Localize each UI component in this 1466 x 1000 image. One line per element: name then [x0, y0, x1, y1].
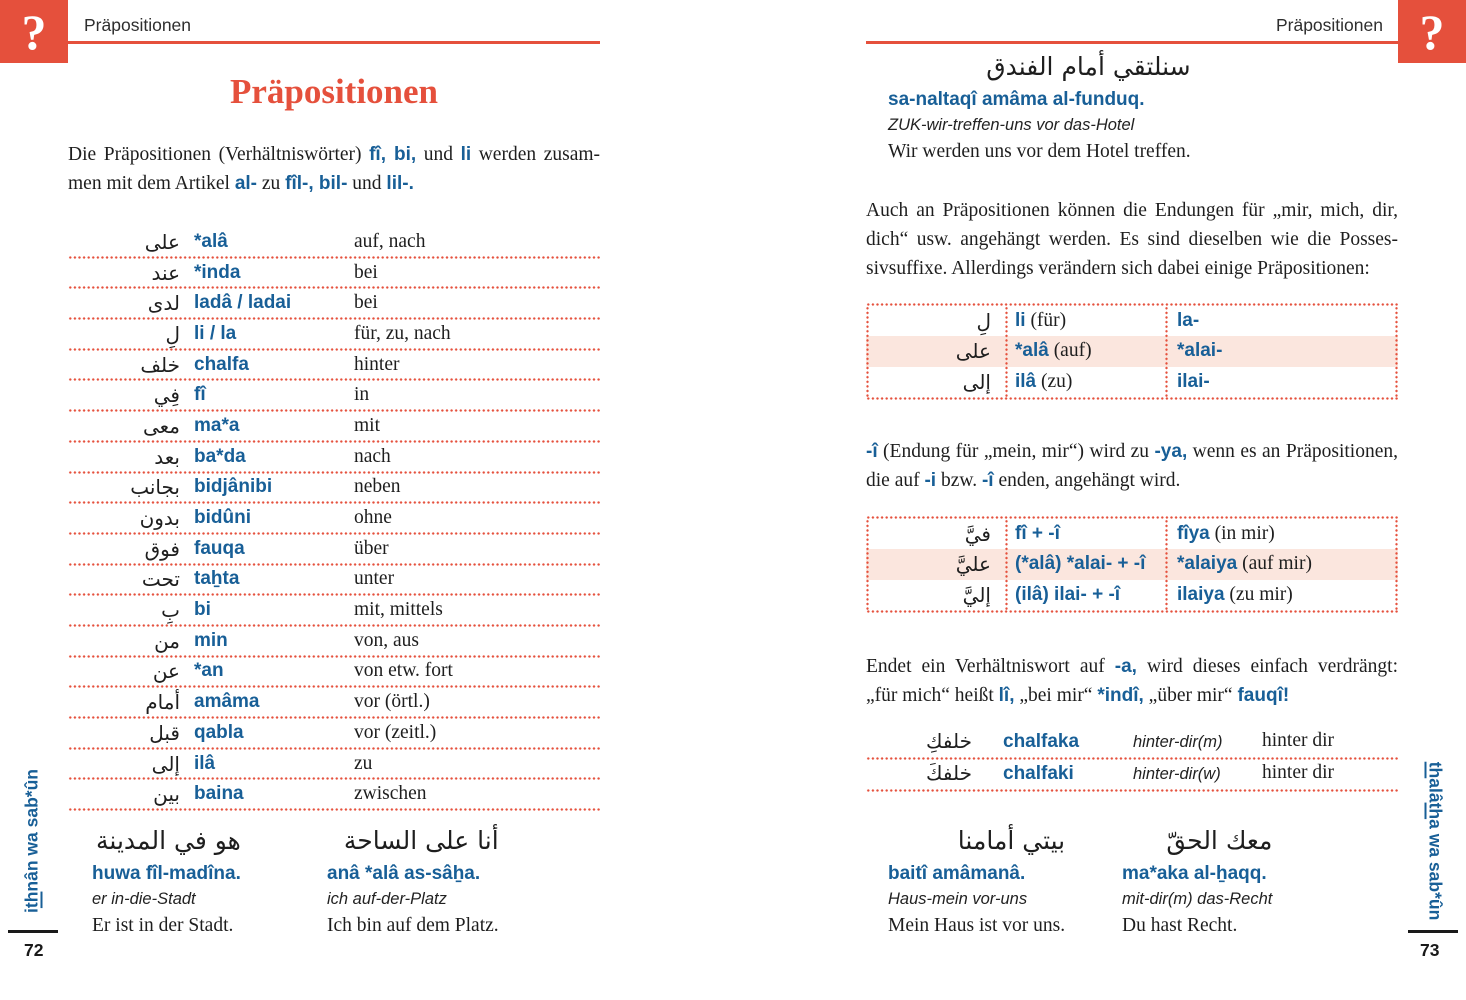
example-block	[327, 824, 499, 937]
transliteration: ladâ / ladai	[194, 292, 292, 314]
suffix-form	[1177, 553, 1312, 575]
suffix-form	[1177, 371, 1210, 393]
column-divider	[1005, 519, 1008, 610]
table-row	[866, 760, 1398, 789]
text-segment: -î	[981, 470, 994, 491]
german-meaning: hinter dir	[1262, 730, 1335, 751]
german-meaning: hinter dir	[1262, 761, 1335, 783]
german-meaning: hinter	[354, 353, 400, 375]
transliteration: *an	[194, 660, 224, 682]
german-meaning: für, zu, nach	[354, 322, 451, 344]
arabic-word: إلى	[962, 369, 991, 394]
transliteration: min	[194, 629, 228, 651]
table-row-highlighted	[866, 336, 1398, 366]
table-row	[68, 750, 600, 778]
transliteration: chalfa	[194, 353, 249, 375]
side-label-left	[14, 748, 48, 933]
text-segment: th	[1425, 761, 1445, 778]
arabic-sentence: هو في المدينة	[96, 826, 241, 855]
table-border-right	[1395, 306, 1398, 397]
paragraph-line	[866, 196, 1398, 225]
transliteration: anâ *alâ as-sâẖa.	[327, 863, 481, 884]
german-meaning: vor (örtl.)	[354, 691, 430, 713]
arabic-word: فيَّ	[964, 522, 991, 547]
table-row	[68, 259, 600, 287]
paragraph-line	[866, 225, 1398, 254]
running-head-left: Präpositionen	[84, 15, 192, 35]
suffix-form	[1177, 523, 1275, 545]
table-row	[68, 320, 600, 348]
arabic-word: معى	[142, 413, 180, 438]
table-row	[68, 719, 600, 747]
table-row	[68, 566, 600, 594]
folio-rule	[8, 930, 58, 933]
text-segment: alâ	[1425, 777, 1445, 803]
paragraph-line	[866, 681, 1398, 710]
table-border-right	[1395, 519, 1398, 610]
dotted-divider	[68, 808, 600, 811]
text-segment: wenn es an Präpositionen,	[1187, 441, 1398, 462]
paragraph-line	[866, 466, 1398, 495]
text-segment: al-	[234, 173, 257, 194]
transliteration: qabla	[194, 721, 244, 743]
example-block	[92, 824, 241, 937]
arabic-word: لِ	[976, 309, 991, 334]
arabic-word: عند	[151, 260, 180, 285]
intro-paragraph	[68, 140, 600, 198]
text-segment: (in mir)	[1209, 523, 1275, 545]
text-segment: (auf mir)	[1237, 553, 1312, 575]
text-segment: (zu mir)	[1224, 583, 1293, 605]
table-row	[68, 627, 600, 655]
table-border-left	[866, 519, 869, 610]
suffix-table	[866, 516, 1398, 613]
text-segment: „über mir“	[1143, 685, 1238, 706]
arabic-word: على	[955, 339, 991, 364]
text-segment: -î	[866, 441, 878, 462]
table-row	[68, 412, 600, 440]
arabic-word: عليَّ	[955, 552, 991, 577]
text-segment: i	[21, 907, 41, 913]
text-segment: li	[1015, 310, 1026, 332]
arabic-word: بِ	[161, 598, 180, 623]
transliteration: ba*da	[194, 445, 246, 467]
transliteration: baitî amâmanâ.	[888, 863, 1026, 884]
text-segment: (Endung für „mein, mir“) wird zu	[877, 441, 1155, 462]
arabic-word: أمام	[145, 690, 180, 715]
text-segment: ilai-	[1177, 370, 1210, 392]
text-segment: dich“ usw. angehängt werden. Es sind dieselben wie die Posses-	[866, 229, 1398, 250]
base-form	[1015, 523, 1060, 545]
arabic-word: إليَّ	[962, 582, 991, 607]
page-number: 72	[24, 940, 44, 960]
text-segment: men mit dem Artikel	[68, 173, 235, 194]
german-meaning: bei	[354, 292, 378, 314]
text-segment: die auf	[866, 470, 925, 491]
text-segment: th	[1425, 802, 1445, 819]
table-border-left	[866, 306, 869, 397]
transliteration: li / la	[194, 322, 237, 344]
text-segment: *alaiya	[1177, 553, 1238, 575]
example-block	[1122, 824, 1272, 937]
german-meaning: in	[354, 384, 370, 406]
text-segment: la-	[1177, 310, 1200, 332]
german-meaning: über	[354, 537, 389, 559]
text-segment: nân wa sab*ûn	[21, 768, 41, 892]
text-segment: a wa sab*ûn	[1425, 818, 1445, 920]
suffix-form	[1177, 310, 1199, 332]
arabic-word: خلف	[140, 352, 180, 377]
arabic-sentence: بيتي أمامنا	[957, 826, 1066, 855]
side-label-right	[1418, 748, 1452, 933]
table-row	[68, 443, 600, 471]
table-row	[68, 289, 600, 317]
table-row	[68, 381, 600, 409]
table-row	[68, 474, 600, 502]
text-segment: (*alâ) *alai- + -î	[1015, 553, 1146, 575]
arabic-word: على	[144, 229, 180, 254]
table-row	[866, 367, 1398, 397]
text-segment: lî,	[998, 685, 1015, 706]
text-segment: *alai-	[1177, 340, 1223, 362]
text-segment: fauqî!	[1237, 685, 1290, 706]
interlinear-gloss: ich auf-der-Platz	[327, 890, 447, 908]
question-mark-icon: ?	[1398, 0, 1466, 63]
question-mark-icon: ?	[0, 0, 68, 63]
transliteration: *inda	[194, 261, 241, 283]
german-meaning: unter	[354, 568, 395, 590]
text-segment: fî, bi,	[369, 144, 417, 165]
german-meaning: von, aus	[354, 629, 419, 651]
header-rule-right	[866, 41, 1398, 44]
arabic-word: من	[154, 628, 180, 653]
arabic-word: لِ	[165, 321, 180, 346]
table-border-bottom	[866, 610, 1398, 613]
table-row	[866, 728, 1398, 757]
text-segment: zu	[257, 173, 286, 194]
running-head-right: Präpositionen	[1275, 15, 1383, 35]
text-segment: fî + -î	[1015, 523, 1060, 545]
text-segment: fîya	[1177, 523, 1210, 545]
text-segment: „bei mir“	[1014, 685, 1098, 706]
transliteration: bi	[194, 599, 211, 621]
transliteration: ma*aka al-ẖaqq.	[1122, 863, 1267, 884]
arabic-word: عن	[152, 659, 180, 684]
column-divider	[1165, 519, 1168, 610]
arabic-word: بعد	[154, 444, 180, 469]
transliteration: sa-naltaqî amâma al-funduq.	[888, 89, 1145, 110]
table-row	[866, 519, 1398, 549]
table-row	[68, 688, 600, 716]
text-segment: sivsuffixe. Allerdings verändern sich dabei einige Präpositionen:	[866, 258, 1370, 279]
german-meaning: mit	[354, 414, 381, 436]
dotted-divider	[866, 789, 1398, 792]
german-meaning: vor (zeitl.)	[354, 721, 437, 743]
text-segment: und	[347, 173, 387, 194]
intro-line	[68, 140, 600, 169]
column-divider	[1005, 306, 1008, 397]
arabic-word: خلفكَ	[926, 760, 972, 785]
arabic-word: بدون	[139, 506, 180, 531]
german-meaning: ohne	[354, 507, 392, 529]
text-segment: bzw.	[936, 470, 982, 491]
page-number: 73	[1420, 940, 1440, 960]
intro-line	[68, 169, 600, 198]
german-meaning: auf, nach	[354, 230, 426, 252]
arabic-sentence: أنا على الساحة	[343, 826, 499, 855]
transliteration: ilâ	[194, 752, 216, 774]
table-row	[68, 596, 600, 624]
text-segment: und	[416, 144, 461, 165]
text-segment: „für mich“ heißt	[866, 685, 999, 706]
text-segment: Die Präpositionen (Verhältniswörter)	[68, 144, 370, 165]
german-translation: Ich bin auf dem Platz.	[327, 915, 499, 936]
german-meaning: neben	[354, 476, 401, 498]
table-row	[68, 658, 600, 686]
text-segment: li	[460, 144, 472, 165]
arabic-word: خلفكِ	[926, 729, 972, 753]
text-segment: enden, angehängt wird.	[993, 470, 1181, 491]
base-form	[1015, 584, 1120, 606]
preposition-vocab-table	[68, 228, 600, 811]
arabic-word: بجانب	[130, 475, 180, 500]
text-segment: *alâ	[1015, 340, 1049, 362]
transliteration: taẖta	[194, 568, 240, 590]
text-segment: (auf)	[1048, 340, 1092, 362]
text-segment: *indî,	[1097, 685, 1144, 706]
interlinear-gloss: er in-die-Stadt	[92, 890, 196, 908]
text-segment: (für)	[1025, 310, 1067, 332]
text-segment: wird dieses einfach verdrängt:	[1136, 656, 1398, 677]
interlinear-gloss: Haus-mein vor-uns	[888, 890, 1028, 908]
transliteration: baina	[194, 783, 244, 805]
text-segment: -ya,	[1154, 441, 1188, 462]
suffix-form	[1177, 340, 1222, 362]
page-title: Präpositionen	[229, 72, 439, 111]
example-block	[888, 50, 1191, 163]
text-segment: Endet ein Verhältniswort auf	[866, 656, 1115, 677]
folio-rule	[1408, 930, 1458, 933]
text-segment: th	[21, 891, 41, 908]
german-meaning: mit, mittels	[354, 599, 443, 621]
transliteration: fauqa	[194, 537, 245, 559]
transliteration: chalfaki	[1003, 762, 1074, 784]
base-form	[1015, 340, 1092, 362]
german-meaning: zu	[354, 752, 373, 774]
table-row	[866, 306, 1398, 336]
german-translation: Du hast Recht.	[1122, 915, 1238, 936]
base-form	[1015, 310, 1066, 332]
table-row	[68, 780, 600, 808]
paragraph	[866, 437, 1398, 495]
transliteration: *alâ	[194, 230, 228, 252]
table-row	[866, 580, 1398, 610]
transliteration: bidjânibi	[194, 476, 273, 498]
german-translation: Wir werden uns vor dem Hotel treffen.	[888, 141, 1191, 162]
transliteration: fî	[194, 384, 206, 406]
base-form	[1015, 553, 1145, 575]
interlinear-gloss: hinter-dir(m)	[1133, 733, 1223, 751]
text-segment: ilâ	[1015, 370, 1037, 392]
arabic-sentence: سنلتقي أمام الفندق	[986, 52, 1191, 81]
page-number-spelled	[14, 748, 48, 933]
text-segment: lil-.	[386, 173, 414, 194]
paragraph-line	[866, 254, 1398, 283]
arabic-word: تحت	[141, 567, 180, 592]
text-segment: Auch an Präpositionen können die Endungen für „mir, mich, dir,	[866, 200, 1398, 221]
arabic-word: لدى	[147, 291, 180, 316]
german-translation: Er ist in der Stadt.	[92, 915, 234, 936]
arabic-sentence: معك الحقّ	[1166, 826, 1273, 855]
paragraph-line	[866, 437, 1398, 466]
header-rule-left	[68, 41, 600, 44]
german-meaning: nach	[354, 445, 391, 467]
base-form	[1015, 371, 1072, 393]
text-segment: fîl-, bil-	[285, 173, 348, 194]
paragraph	[866, 196, 1398, 283]
table-row	[68, 504, 600, 532]
interlinear-gloss: mit-dir(m) das-Recht	[1122, 890, 1273, 908]
table-row	[68, 535, 600, 563]
chalfa-table	[866, 728, 1398, 792]
transliteration: bidûni	[194, 507, 251, 529]
interlinear-gloss: hinter-dir(w)	[1133, 764, 1221, 783]
text-segment: -i	[924, 470, 937, 491]
arabic-word: فوق	[144, 536, 180, 561]
text-segment: -a,	[1114, 656, 1137, 677]
arabic-word: قبل	[149, 720, 180, 745]
paragraph	[866, 652, 1398, 710]
table-border-bottom	[866, 397, 1398, 400]
interlinear-gloss: ZUK-wir-treffen-uns vor das-Hotel	[888, 116, 1135, 134]
paragraph-line	[866, 652, 1398, 681]
arabic-word: فِي	[153, 383, 180, 408]
transliteration: chalfaka	[1003, 731, 1080, 752]
text-segment: ilaiya	[1177, 583, 1225, 605]
german-translation: Mein Haus ist vor uns.	[888, 915, 1066, 936]
text-segment: (ilâ) ilai- + -î	[1015, 583, 1121, 605]
german-meaning: von etw. fort	[354, 660, 453, 682]
transliteration: huwa fîl-madîna.	[92, 863, 241, 884]
arabic-word: إلى	[151, 751, 180, 776]
suffix-table	[866, 303, 1398, 400]
text-segment: werden zusam-	[471, 144, 601, 165]
table-row	[68, 351, 600, 379]
transliteration: ma*a	[194, 414, 240, 436]
german-meaning: bei	[354, 261, 378, 283]
page-number-spelled	[1418, 748, 1452, 933]
transliteration: amâma	[194, 691, 260, 713]
text-segment: (zu)	[1036, 370, 1073, 392]
table-row	[68, 228, 600, 256]
suffix-form	[1177, 584, 1293, 606]
arabic-word: بين	[153, 782, 180, 807]
german-meaning: zwischen	[354, 783, 427, 805]
example-block	[888, 824, 1065, 937]
column-divider	[1165, 306, 1168, 397]
table-row-highlighted	[866, 549, 1398, 579]
